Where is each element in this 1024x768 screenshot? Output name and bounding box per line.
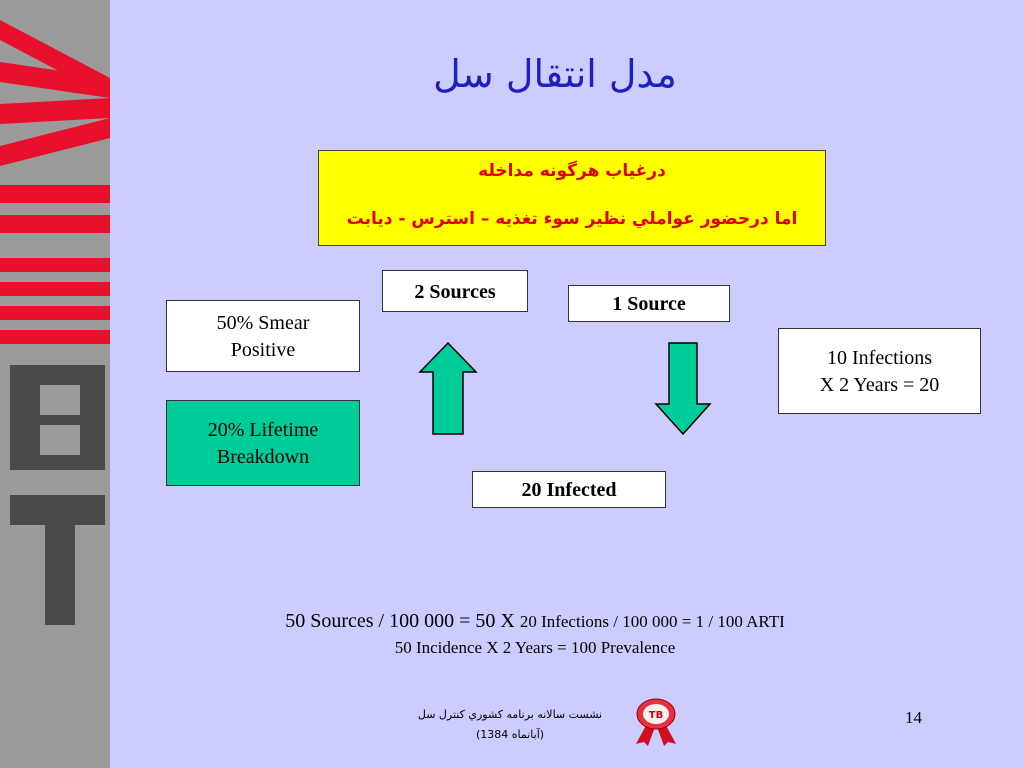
lifetime-line-1: 20% Lifetime [207, 419, 319, 441]
page-number: 14 [905, 708, 922, 727]
condition-line-2: اما درحضور عواملي نظير سوء تغذيه – استرس - ديابت [346, 209, 798, 229]
condition-box [318, 150, 826, 246]
one-source-box: 1 Source [568, 285, 730, 322]
smear-line-1: 50% Smear [216, 312, 310, 334]
footer-line-1: نشست سالانه برنامه كشوري كنترل سل [417, 708, 603, 721]
smear-positive-box [166, 300, 360, 372]
formula-line-1 [180, 610, 890, 633]
arrow-up-icon [418, 342, 478, 436]
infections-line-2: X 2 Years = 20 [819, 374, 940, 396]
formula-part-1: 50 Sources / 100 000 = 50 X [285, 610, 515, 632]
formula-line-2: 50 Incidence X 2 Years = 100 Prevalence [394, 638, 676, 657]
lifetime-line-2: Breakdown [216, 446, 310, 468]
logo-text: TB [648, 710, 664, 721]
lifetime-breakdown-box [166, 400, 360, 486]
smear-line-2: Positive [230, 339, 296, 361]
arrow-down-icon [654, 342, 712, 436]
infected-box: 20 Infected [472, 471, 666, 508]
formula-part-2: 20 Infections / 100 000 = 1 / 100 ARTI [519, 612, 785, 631]
tb-hiv-logo-graphic [0, 0, 110, 768]
two-sources-box: 2 Sources [382, 270, 528, 312]
footer-line-2: (آبانماه 1384) [475, 728, 545, 741]
stop-tb-logo-icon [630, 696, 682, 746]
infections-line-1: 10 Infections [827, 347, 932, 369]
infections-box [778, 328, 981, 414]
condition-line-1: درغياب هرگونه مداخله [478, 161, 666, 181]
sidebar-brand [0, 0, 110, 768]
slide-title: مدل انتقال سل [433, 52, 677, 96]
